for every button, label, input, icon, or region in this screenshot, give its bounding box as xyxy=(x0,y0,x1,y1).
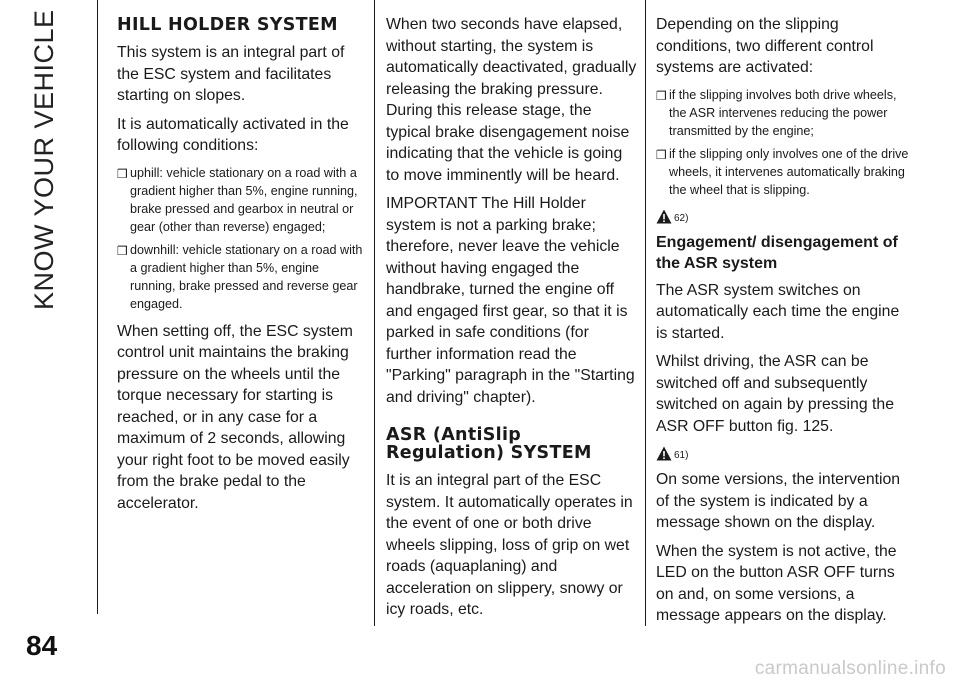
checkbox-bullet-icon: ❒ xyxy=(656,88,667,103)
warning-triangle-icon xyxy=(656,209,672,224)
watermark: carmanualsonline.info xyxy=(754,658,946,679)
list-item-text: downhill: vehicle stationary on a road with a gradient higher than 5%, engine running, brake pressed and reverse gear engaged. xyxy=(130,242,363,311)
list-item xyxy=(656,86,910,140)
list-item xyxy=(656,145,910,199)
paragraph: The ASR system switches on automatically each time the engine is started. xyxy=(656,281,900,342)
warning-reference-number: 62) xyxy=(674,212,689,224)
subsection-heading xyxy=(656,232,910,274)
list-item xyxy=(117,241,363,313)
paragraph: IMPORTANT The Hill Holder system is not a parking brake; therefore, never leave the vehicle without having engaged the handbrake, turned the engine off and engaged first gear, so that it is parked in safe conditions (for further information read the "Parking" paragraph in the "Starting and driving" chapter). xyxy=(386,195,635,406)
paragraph: Depending on the slipping conditions, two different control systems are activated: xyxy=(656,16,874,76)
warning-triangle-icon xyxy=(656,446,672,461)
page-number: 84 xyxy=(26,630,58,661)
section-heading-line: ASR (AntiSlip xyxy=(386,425,522,445)
bullet-list xyxy=(656,86,910,199)
column-1 xyxy=(117,14,363,521)
checkbox-bullet-icon: ❒ xyxy=(656,147,667,162)
warning-reference xyxy=(656,207,910,224)
list-item-text: if the slipping involves both drive wheels, the ASR intervenes reducing the power transmitted by the engine; xyxy=(669,87,897,138)
column-divider xyxy=(97,0,98,614)
paragraph: When the system is not active, the LED on the button ASR OFF turns on and, on some versions, a message appears on the display. xyxy=(656,542,897,624)
subsection-heading-line: the ASR system xyxy=(656,254,778,272)
checkbox-bullet-icon: ❒ xyxy=(117,243,128,258)
subsection-heading-line: Engagement/ disengagement of xyxy=(656,233,898,251)
column-divider xyxy=(374,0,375,626)
list-item xyxy=(117,164,363,236)
list-item-text: uphill: vehicle stationary on a road with a gradient higher than 5%, engine running, brake pressed and gearbox in neutral or gear (other than reverse) engaged; xyxy=(130,165,358,234)
column-divider xyxy=(645,0,646,626)
warning-reference-number: 61) xyxy=(674,450,689,461)
paragraph: Whilst driving, the ASR can be switched off and subsequently switched on again by pressing the ASR OFF button fig. 125. xyxy=(656,353,894,435)
column-3 xyxy=(656,14,910,634)
section-heading-line: Regulation) SYSTEM xyxy=(386,443,592,463)
paragraph: This system is an integral part of the ESC system and facilitates starting on slopes. xyxy=(117,44,345,104)
list-item-text: if the slipping only involves one of the drive wheels, it intervenes automatically braking the wheel that is slipping. xyxy=(669,146,909,197)
paragraph: It is an integral part of the ESC system. It automatically operates in the event of one or both drive wheels slipping, loss of grip on wet roads (aquaplaning) and acceleration on slippery, snowy or icy roads, etc. xyxy=(386,472,633,618)
paragraph: When two seconds have elapsed, without starting, the system is automatically deactivated, gradually releasing the braking pressure. During this release stage, the typical brake disengagement noise indicating that the vehicle is going to move imminently will be heard. xyxy=(386,16,637,184)
section-heading xyxy=(386,426,638,462)
checkbox-bullet-icon: ❒ xyxy=(117,166,128,181)
paragraph: It is automatically activated in the following conditions: xyxy=(117,115,349,154)
warning-reference xyxy=(656,444,910,461)
column-2 xyxy=(386,14,638,628)
section-heading: HILL HOLDER SYSTEM xyxy=(117,15,338,35)
section-side-title: KNOW YOUR VEHICLE xyxy=(29,9,59,310)
paragraph: On some versions, the intervention of the system is indicated by a message shown on the display. xyxy=(656,471,901,531)
bullet-list xyxy=(117,164,363,313)
paragraph: When setting off, the ESC system control unit maintains the braking pressure on the wheels until the torque necessary for starting is reached, or in any case for a maximum of 2 seconds, allowing your right foot to be moved easily from the brake pedal to the accelerator. xyxy=(117,322,353,512)
